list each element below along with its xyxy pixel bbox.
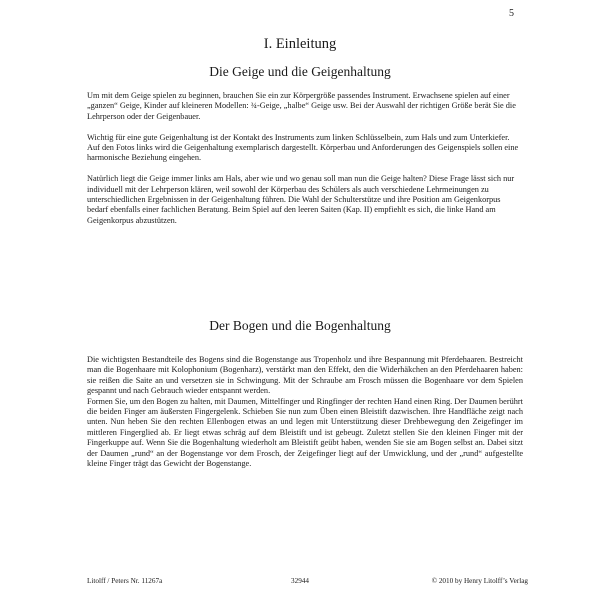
paragraph: Natürlich liegt die Geige immer links am Hals, aber wie und wo genau soll man nun die Geige halten? Diese Frage lässt sich nur individuell mit der Lehrperson klären, weil sowohl der Körperbau des Schülers als auch verschiedene Lehrmeinungen zu unterschiedlichen Ergebnissen in der Geigenhaltung führen. Die Wahl der Schulterstütze und ihre Position am Geigenkorpus bedarf ebenfalls einer fachlichen Beratung. Beim Spiel auf den leeren Saiten (Kap. II) empfiehlt es sich, die linke Hand am Geigenkorpus abzustützen. bbox=[87, 174, 515, 225]
footer-publisher-number: Litolff / Peters Nr. 11267a bbox=[87, 577, 163, 585]
paragraph: Die wichtigsten Bestandteile des Bogens sind die Bogenstange aus Tropenholz und ihre Bespannung mit Pferdehaaren. Bestreicht man die Bogenhaare mit Kolophonium (Bogenharz), verstärkt man den Effekt, den die Widerhäkchen an den Pferdehaaren haben: sie reißen die Saite an und versetzen sie in Schwingung. Mit der Schraube am Frosch müssen die Bogenhaare vor dem Spielen gespannt und nach Gebrauch wieder entspannt werden. Formen Sie, um den Bogen zu halten, mit Daumen, Mittelfinger und Ringfinger der rechten Hand einen Ring. Der Daumen berührt die beiden Finger am äußersten Fingergelenk. Schieben Sie nun zum Üben einen Bleistift dazwischen. Ihre Handfläche zeigt nach unten. Nun heben Sie den rechten Ellenbogen etwas an und legen mit Unterstützung dieser Drehbewegung den Zeigefinger im mittleren Fingerglied ab. Er liegt etwas schräg auf dem Bleistift und ist gebeugt. Zuletzt stellen Sie den kleinen Finger mit der Fingerkuppe auf. Wenn Sie die Bogenhaltung wiederholt am Bleistift geübt haben, wenden Sie sie am Bogen selbst an. Dabei sitzt der Daumen „rund“ an der Bogenstange vor dem Frosch, der Zeigefinger liegt auf der Umwicklung, und der „rund“ aufgestellte kleine Finger trägt das Gewicht der Bogenstange. bbox=[87, 355, 523, 469]
section-title-bogen: Der Bogen und die Bogenhaltung bbox=[209, 318, 391, 333]
paragraph: Um mit dem Geige spielen zu beginnen, brauchen Sie ein zur Körpergröße passendes Instrument. Erwachsene spielen auf einer „ganzen“ Geige, Kinder auf kleineren Modellen: ¾-Geige, „halbe“ Geige usw. Bei der Auswahl der richtigen Größe berät Sie die Lehrperson oder der Geigenbauer. bbox=[87, 91, 516, 121]
footer-copyright: © 2010 by Henry Litolff’s Verlag bbox=[431, 577, 528, 585]
section-body-geige bbox=[87, 91, 523, 237]
chapter-title: I. Einleitung bbox=[263, 36, 337, 52]
page-number: 5 bbox=[509, 8, 514, 19]
section-body-bogen bbox=[87, 355, 523, 480]
section-title-geige: Die Geige und die Geigenhaltung bbox=[209, 64, 391, 79]
paragraph: Wichtig für eine gute Geigenhaltung ist der Kontakt des Instruments zum linken Schlüsselbein, zum Hals und zum Unterkiefer. Auf den Fotos links wird die Geigenhaltung exemplarisch dargestellt. Körperbau und Anforderungen des Geigenspiels sollen eine harmonische Beziehung eingehen. bbox=[87, 132, 519, 163]
footer-plate-number: 32944 bbox=[291, 577, 309, 585]
